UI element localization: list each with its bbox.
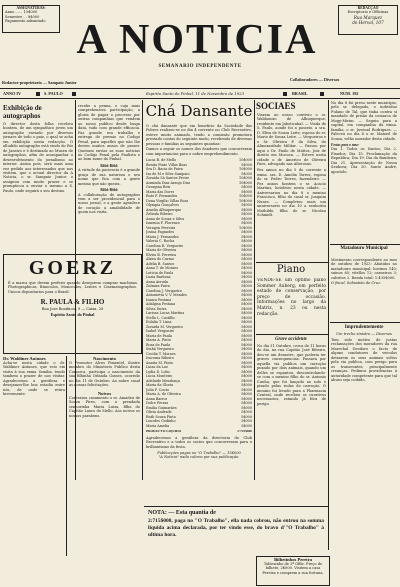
donor-amount: 5$000 xyxy=(241,378,252,383)
city-label: S. PAULO xyxy=(44,91,63,96)
donor-name: Rute F. Fernandes xyxy=(146,194,178,199)
sociaes-text2: Fez annos no dia 5 do corrente a exma. sra. D. Amelia Torres, esposa do sr. Pedro Torres, fazendeiro. — Fez annos hontem o sr. Acacio Martins, hoteleiro nesta cidade. — Aniversariou no dia 8 o menino Francisco, filho do casal sr. Joaquim Nunes. — Completou mais um anniversario no dia 10 a senhorita Mathilde, filha do sr. Nicolau Schmidt. xyxy=(257,168,326,217)
piano-heading: Piano xyxy=(276,264,306,275)
donor-amount: 5$000 xyxy=(241,320,252,325)
donor-name: Cecilia T. Moraes xyxy=(146,351,176,356)
donor-amount: 10$000 xyxy=(239,167,252,172)
donor-name: Adalgisa Pestana xyxy=(146,302,176,307)
imprudente-rule xyxy=(330,322,400,323)
subscription-line: Semestre ... 8$000 xyxy=(5,14,40,19)
col2-subtext: A virtude da paciencia é a grande graça de sua natureza e seu nome que fica com a gente mesmo que não queira. xyxy=(78,168,140,186)
donor-amount: 10$000 xyxy=(239,225,252,230)
waldiner-text: Acha-se nesta cidade o dr. Waldiner Antunes, que veio em visita á sua exma. familia, tendo tambem o prazer de nos visitar. Agradecemos a gentileza e desejamos-lhe boa estadia entre nós, de onde se retira brevemente. xyxy=(3,361,65,397)
donor-amount: 5$000 xyxy=(241,356,252,361)
donor-amount: 5$000 xyxy=(241,374,252,379)
festas-text: Dia 1. Todos os Santos; Dia 2. Finados; Dia 15. Proclamação da Republica; Dia 19. Dia da Bandeira; Dia 21. Apresentação de Nossa Senhora; Dia 30. Santo André, apostolo. xyxy=(331,147,397,174)
grave-text: No dia 31 Outubro, cerca de 11 horas do dia, na rua Capitão José Ribeiro, deu-se um desastre, que poderia ter graves consequencias. Passava por aquella via publica um carroção puxado por dois animais, quando um delles se espantou, descontrolando-se com o menino filho do sr. Antonio Cunha, que foi lançado ao solo e pisado pelas rodas do carroção. O menino foi levado para a Pharmacia Central, onde recebeu os curativos necessarios, estando já fóra de perigo. xyxy=(257,344,326,406)
newspaper-subtitle: SEMANARIO INDEPENDENTE xyxy=(158,64,242,69)
donor-name: Isaura Pestana xyxy=(146,297,172,302)
col2-subheading: Bôbô-Bôbô xyxy=(100,163,118,168)
redaction-line: Rua Marquez xyxy=(353,14,383,20)
square-ornament xyxy=(72,92,76,96)
donor-amount: 5$000 xyxy=(241,419,252,424)
col5-text: No dia 8 foi preso neste municipio, pelo sr. delegado, o individuo Fulano de Tal, que tinha contra si mandado de prisão da comarca de Mogy-Mirim. — Seguiu para a capital, em companhia da exma. familia, o sr. Juvenal Rodrigues. — Faleceu no dia 6 o sr. Manoel de Souza, velho morador desta cidade. xyxy=(331,101,397,141)
donor-name: Zulmira Paiva xyxy=(146,284,170,289)
donor-amount: 5$000 xyxy=(241,396,252,401)
donor-amount: 5$000 xyxy=(241,288,252,293)
col2-subtext: A collaboração de autographos vem a ser providencial para o nosso jornal, e a gente agradece de coração a amabilidade de quem nos visita. xyxy=(78,192,140,215)
matadouro-heading: Matadouro Municipal xyxy=(340,246,388,251)
bilhetinhos-text: Talõezinho de 2ª Offic. Preço de bilhete, 2$000. Visitem a casa Pereira e comprem a sua fortuna. xyxy=(262,562,324,575)
donor-name: Julia F. Couto xyxy=(146,387,170,392)
donor-name: Lourdes Godinho xyxy=(146,419,176,424)
column-rule xyxy=(328,100,329,550)
goerz-text: É a marca que devem preferir quando desejarem comprar machinas Photographicas, Binoculos, Monoculos, Lentes e Cinematographos. Unicos depositarios para o Brasil: xyxy=(8,281,137,294)
donor-amount: 5$000 xyxy=(241,216,252,221)
donor-name: Dulce Ferraz xyxy=(146,401,169,406)
donor-name: Anna de Souza e Silva xyxy=(146,216,185,221)
donor-name: Maria J. Fernandes xyxy=(146,234,179,239)
donor-name: Lydia D. Lobo xyxy=(146,369,170,374)
donor-name: Olympia Gonçalves xyxy=(146,203,179,208)
cha-intro: O chá dansante que em beneficio da Sociedade das Pobres realizou-se no dia 4 corrente no Club Recreativo, esteve muito animado, tendo a comissão promotora prestado contas do seguinte modo, recebendo de diversas pessoas e familias as seguintes quantias: xyxy=(146,124,252,146)
donor-amount: 5$000 xyxy=(241,392,252,397)
donor-name: Veragen Ferreira xyxy=(146,225,176,230)
donor-amount: 5$000 xyxy=(241,311,252,316)
donor-amount: 5$000 xyxy=(241,203,252,208)
donor-amount: 5$000 xyxy=(241,243,252,248)
piano-text: VENDE-SE um optimo piano Sommer Auberg, em perfeito estado de conservação, por preço de occasião. Informações no largo da Matriz, n. 23 ou nesta redacção. xyxy=(257,278,326,317)
donor-amount: 5$000 xyxy=(241,162,252,167)
donor-name: Leticia de Paula xyxy=(146,270,174,275)
donor-name: Sinhá Vergueiro xyxy=(146,347,174,352)
donor-amount: 5$000 xyxy=(241,315,252,320)
anno-label: ANNO IV xyxy=(3,91,22,96)
donor-amount: 5$000 xyxy=(241,230,252,235)
column-rule xyxy=(66,356,67,556)
square-ornament xyxy=(283,92,287,96)
total-label: PRODUCTO LIQUIDO xyxy=(146,429,182,434)
total-row xyxy=(146,429,252,434)
director-line: Redactor-proprietario — Sampaio Junior xyxy=(2,80,77,85)
donor-name: Maria de Oliveira xyxy=(146,248,177,253)
donor-row xyxy=(146,424,252,429)
donor-name: Zoraida M. Vergueiro xyxy=(146,324,183,329)
info-bar-top-rule xyxy=(0,88,400,89)
piano-rule xyxy=(256,262,328,263)
redaction-line: Escriptorio e Officinas xyxy=(347,10,389,15)
info-bar-bottom-rule xyxy=(0,98,400,99)
autographs-article xyxy=(3,122,73,248)
imprudente-article xyxy=(331,338,397,498)
col2-subheading: Bôbô-Bôbô xyxy=(100,188,118,193)
subscription-line: Anno ...... 15$000 xyxy=(5,10,38,15)
country-label: BRASIL xyxy=(292,91,308,96)
donor-name: Maria A. de Oliveira xyxy=(146,392,181,397)
redaction-heading: REDACÇÃO xyxy=(357,6,379,10)
column-rule xyxy=(254,100,255,480)
donor-amount: 5$000 xyxy=(241,360,252,365)
matadouro-text: Movimento correspondente ao mez de outubro de 1923: Abatidos no matadouro municipal: bovinos 140; suinos 65; vitellos 12; carneiros 3; cabritos 2. Renda total: 1:435$000. xyxy=(331,258,397,280)
donor-amount: 5$000 xyxy=(241,284,252,289)
redaction-box xyxy=(338,5,398,35)
donor-amount: 5$000 xyxy=(241,351,252,356)
donor-amount: 5$000 xyxy=(241,423,252,428)
imprudente-heading: Imprudentemente xyxy=(344,325,384,330)
cha-closing: Agradecemos a gentileza da directoria do Club Recreativo e a todos os socios que concorreram para o brilhantismo da festa. xyxy=(146,435,252,449)
donor-amount: 5$000 xyxy=(241,347,252,352)
donor-amount: 5$000 xyxy=(241,405,252,410)
donor-name: Amelia Albuquerque xyxy=(146,207,182,212)
donor-name: Zoraida Sá Santos Freire xyxy=(146,176,190,181)
donor-name: Carolina J. Vergueiro xyxy=(146,288,182,293)
donor-name: Annita M. Pinto xyxy=(146,360,173,365)
donor-amount: 5$000 xyxy=(241,248,252,253)
donor-name: Valeria C. Rocha xyxy=(146,239,175,244)
issue-number: NUM. 192 xyxy=(340,91,359,96)
donor-amount: 10$000 xyxy=(239,194,252,199)
donor-name: Maria da Gloria xyxy=(146,383,174,388)
donor-name: Iza de M e Silva Sampaio xyxy=(146,171,190,176)
donor-amount: 5$000 xyxy=(241,212,252,217)
donor-amount: 5$000 xyxy=(241,302,252,307)
donor-name: Maria de Paula xyxy=(146,333,172,338)
cha-note1: Publicações pagas no "O Trabalho" — 15$000 xyxy=(157,451,241,456)
donor-name: Zelinda Ribeiro xyxy=(146,212,173,217)
nota-rule xyxy=(144,506,328,507)
waldiner-heading: Dr. Waldiner Antunes xyxy=(3,356,46,361)
donor-amount: 5$000 xyxy=(241,279,252,284)
col5-article xyxy=(331,101,397,241)
donor-name: Luzia Barbosa xyxy=(146,275,171,280)
autographs-text: O director desta folha recebeu hontem, de um sympathico joven um autographo enviado por diversos jornaes de todo o paiz, o qual se acha em exhibição nesta redacção. O alludido autographo está vindo do Rio de Janeiro e é destinado ao Museu de autographos, afim de acompanhar o desenvolvimento do jornalismo no interior. Assim pois, será mais uma vez pedido aos interessados que nos visitem, que o actual director da A Noticia, o sr. Sampaio Junior, o assignou com muito prazer e se prompticou a enviar o mesmo a S. Paulo, onde seguirá o seu destino. xyxy=(3,122,73,193)
donor-name: Rosa de Paula xyxy=(146,342,171,347)
goerz-ad xyxy=(3,254,142,354)
cha-dansante-article xyxy=(146,124,252,494)
donor-amount: 5$000 xyxy=(241,342,252,347)
subscription-line: Pagamento adeantado xyxy=(5,19,46,24)
donor-name: Olivia Andrade xyxy=(146,410,172,415)
donor-amount: 10$000 xyxy=(239,158,252,163)
goerz-dealer: R. PAULA & FILHO xyxy=(40,298,105,307)
donor-amount: 5$000 xyxy=(241,221,252,226)
donor-name: Maria Amelia xyxy=(146,423,170,428)
matadouro-sign: O fiscal, Sebastião de Cruz. xyxy=(331,281,382,286)
donor-amount: 5$000 xyxy=(241,297,252,302)
donor-name: Eulalia T. Lima xyxy=(146,320,172,325)
donor-amount: 5$000 xyxy=(241,333,252,338)
donor-name: Arminda Dias Araujo Dias xyxy=(146,180,191,185)
donor-amount: 5$000 xyxy=(241,365,252,370)
donor-name: Sra D. Bacia de Paiva xyxy=(146,167,183,172)
donor-amount: 10$000 xyxy=(239,180,252,185)
waldiner-article xyxy=(3,356,65,556)
newspaper-title: A NOTICIA xyxy=(76,17,318,63)
donor-amount: 5$000 xyxy=(241,185,252,190)
donor-name: Benita Pinto Villas Boas xyxy=(146,162,188,167)
donor-amount: 5$000 xyxy=(241,306,252,311)
donor-amount: 5$000 xyxy=(241,270,252,275)
donor-amount: 5$000 xyxy=(241,414,252,419)
donor-name: Antonietta V. V. Mendes xyxy=(146,293,187,298)
donor-name: Luiza da Luz xyxy=(146,365,168,370)
donor-amount: 5$000 xyxy=(241,234,252,239)
birth-article xyxy=(69,356,140,556)
autographs-heading: Exhibição de autographos xyxy=(3,104,42,120)
festas-heading: Festas para o mez: xyxy=(331,143,359,148)
donor-name: Anna T. de Moraes xyxy=(146,266,178,271)
donor-amount: 5$000 xyxy=(241,257,252,262)
col2-article xyxy=(78,104,140,252)
donor-amount: 5$000 xyxy=(241,387,252,392)
donor-name: Alzira do Carmo xyxy=(146,257,174,262)
donor-name: Adelaide Mendonça xyxy=(146,378,181,383)
engagement-text: Contratou casamento o sr. Amadeu de Souza Pires, com a prendada senhorinha Maria Luiza, filha do Capitão Lauro de Mello. Aos noivos os nossos parabens. xyxy=(69,395,140,418)
bilhetinhos-heading: Bilhetinhos Pereira xyxy=(274,557,312,562)
column-rule xyxy=(142,100,143,480)
donor-amount: 5$000 xyxy=(241,239,252,244)
nota-heading: NOTA: — Esta quantia de xyxy=(148,510,216,516)
donor-name: Lucia B. de Mello xyxy=(146,158,177,163)
donor-name: Josina Fagundes xyxy=(146,230,175,235)
donor-amount: 10$000 xyxy=(239,176,252,181)
donor-name: Ruth Souza Pinto xyxy=(146,414,176,419)
donor-name: Carolina R. Vergueiro xyxy=(146,243,184,248)
donor-name: Silvia Dutra xyxy=(146,306,167,311)
piano-ad xyxy=(257,278,326,332)
cha-note2: "A Noticia" nada cobrou por sua publicação. xyxy=(158,455,240,460)
donor-amount: 5$000 xyxy=(241,261,252,266)
donor-amount: 5$000 xyxy=(241,383,252,388)
donor-name: Emilia Guimarães xyxy=(146,405,177,410)
square-ornament xyxy=(320,92,324,96)
sociaes-article xyxy=(257,113,326,261)
donor-name: Iracema Ribeiro xyxy=(146,356,174,361)
donor-amount: 5$000 xyxy=(241,252,252,257)
donor-name: Maria das Dores xyxy=(146,189,175,194)
donor-amount: 5$000 xyxy=(241,410,252,415)
donor-amount: 5$000 xyxy=(241,275,252,280)
goerz-brand: GOERZ xyxy=(28,257,117,279)
donor-name: Anna Arruda xyxy=(146,279,168,284)
donor-name: Anna Barros xyxy=(146,396,168,401)
redaction-line: do Herval, 107 xyxy=(352,19,384,25)
donor-name: Dona Virgilio Villas Boas xyxy=(146,198,189,203)
birth-text: O Promotor Alves Pimentel, ilustre membro do Ministerio Publico desta Comarca, participa o nascimento da sua filhinha Orlanda Gomes, ocorrido no dia 11 de Outubro. Ao nobre casal as nossas felicitações. xyxy=(69,361,140,388)
collaborators-line: Collaboradores — Diversos xyxy=(290,77,340,82)
donor-list xyxy=(146,158,252,428)
donor-amount: 5$000 xyxy=(241,171,252,176)
donor-amount: 5$000 xyxy=(241,293,252,298)
bilhetinhos-ad xyxy=(256,556,330,586)
goerz-city: Espirito Santo do Pinhal xyxy=(50,311,95,317)
birth-heading: Nascimento xyxy=(93,356,116,361)
subscription-box xyxy=(2,5,60,33)
date-line: Espirito Santo do Pinhal, 11 de Novembro de 1923 xyxy=(145,91,245,96)
donor-name: Elvira B. Ferreira xyxy=(146,252,177,257)
donor-amount: 5$000 xyxy=(241,338,252,343)
subscription-heading: ASSIGNATURAS: xyxy=(16,6,46,10)
donor-amount: 5$000 xyxy=(241,324,252,329)
grave-article xyxy=(257,344,326,504)
total-value: 2:715$000 xyxy=(237,429,252,434)
matadouro-rule xyxy=(330,244,400,245)
donor-amount: 5$000 xyxy=(241,266,252,271)
donor-amount: 5$000 xyxy=(241,401,252,406)
grave-rule xyxy=(256,334,328,335)
cha-intro2: Damos a seguir os nomes dos doadores que concorreram com importancias para o nobre emprehendimento. xyxy=(146,147,252,156)
donor-name: Georgina Reis xyxy=(146,185,171,190)
sociaes-heading: SOCIAES xyxy=(256,101,296,111)
square-ornament xyxy=(36,92,40,96)
goerz-address: Rua Jose Bonifacio, 9 — Caixa, 28 xyxy=(41,307,104,312)
donor-amount: 5$000 xyxy=(241,369,252,374)
donor-amount: 5$000 xyxy=(241,207,252,212)
sociaes-text: Viaram ao nosso convivio o sr. Waldomiro de Albuquerque, residente em Jaboticabal. — Vinda de S. Paulo, aonde foi a passeio, a sra. D. Elisa de Souza Leite, esposa do sr. Mario de Souza Leite. — Vergueiros e o Sr. Oliveira P. da Silva, do Almoxarifado Militar. — Passou por aqui o Dr. Paulo de Mattos, Juiz de direito em Mococa. — Esteve nesta cidade o dr. Americo de Oliveira Paes, advogado nas Alterosas. xyxy=(257,113,326,166)
cha-dansante-heading: Chá Dansante xyxy=(145,102,253,120)
col2-text: recebe a penna, e cuja mais comprehensiva participação, a gloria de pagar o processo por outras companhias que vendem ao nosso publico desde longa data, tudo com grande efficacia. Faz grande seu trabalho e entrega do premio no Codigo Penal, para aquelles que não lhe derem muitos annos de prazer. Queiram enviar as suas noticias ao Codigo Penal pela Paulista e ao bom nome do Pinhal. xyxy=(78,104,140,162)
engagement-heading: Noivos xyxy=(97,390,112,396)
imprudente-text: Tem sido motivo de justas reclamações dos moradores da rua Marechal Deodoro o facto de alguns condutores de veiculos deixarem os seus animais soltos pela via publica, com perigo para os transeuntes, principalmente creanças. Pedimos providencias á autoridade competente para que tal abuso seja coibido. xyxy=(331,338,397,383)
donor-amount: 10$000 xyxy=(239,198,252,203)
nota-text: 2:715$000, paga no "O Trabalho", ella nada cobrou, não entrou na somma liquida acima declarada, por ter vindo esse, do bravo d'"O Trabalho" á ultima hora. xyxy=(148,518,324,539)
donor-name: Ismenia F. Florenzo xyxy=(146,221,180,226)
donor-amount: 5$000 xyxy=(241,189,252,194)
matadouro-article xyxy=(331,258,397,320)
donor-name: Isabel Vergueiro xyxy=(146,329,175,334)
donor-name: Lucia Monteiro xyxy=(146,374,173,379)
donor-amount: 5$000 xyxy=(241,329,252,334)
donor-name: Larissa Lucas Martins xyxy=(146,311,185,316)
donor-name: Stella L. Castilho xyxy=(146,315,176,320)
donor-name: Maria A. Pinto xyxy=(146,338,171,343)
imprudente-subheading: Um trecho sinistro — Diversos xyxy=(336,332,392,336)
grave-heading: Grave accidente xyxy=(275,337,307,342)
donor-name: Adelia B. Santos xyxy=(146,261,175,266)
